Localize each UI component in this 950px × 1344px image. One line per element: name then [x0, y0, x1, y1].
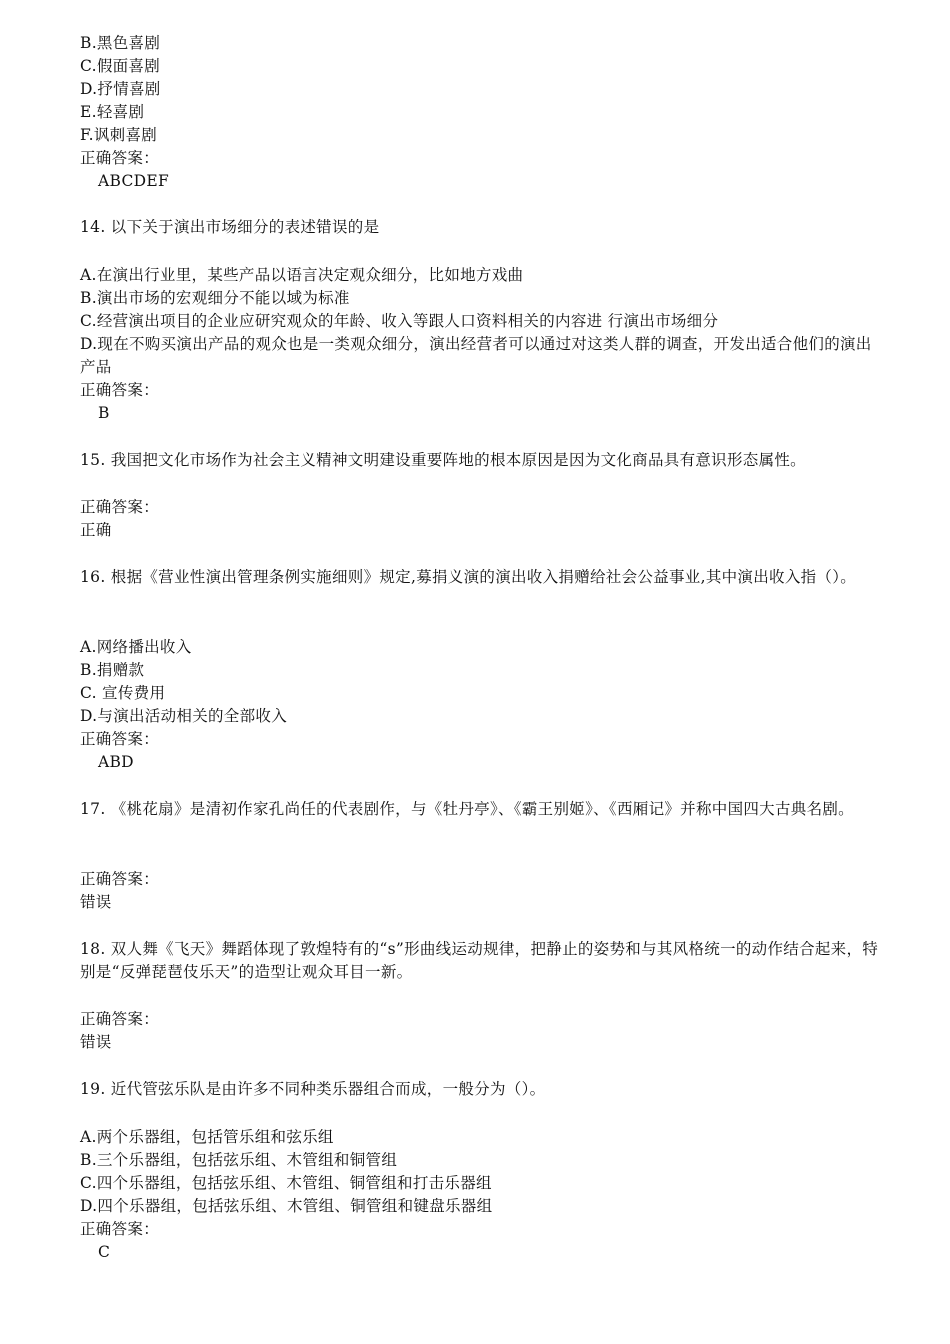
option-b: B.演出市场的宏观细分不能以域为标准	[80, 289, 350, 307]
question-14-body	[80, 264, 880, 425]
option-a: A.两个乐器组，包括管乐组和弦乐组	[80, 1128, 334, 1146]
answer-label: 正确答案：	[80, 149, 160, 167]
question-text: 19. 近代管弦乐队是由许多不同种类乐器组合而成，一般分为（）。	[80, 1080, 546, 1098]
answer-label: 正确答案：	[80, 381, 160, 399]
option-d: D.与演出活动相关的全部收入	[80, 707, 288, 725]
answer-value: ABD	[98, 753, 134, 771]
question-18-answer	[80, 1008, 880, 1054]
answer-value: ABCDEF	[98, 172, 170, 190]
question-14	[80, 216, 880, 239]
option-e: E.轻喜剧	[80, 103, 145, 121]
option-b: B.捐赠款	[80, 661, 145, 679]
answer-label: 正确答案：	[80, 870, 160, 888]
question-16-body	[80, 636, 880, 774]
answer-value: 错误	[80, 893, 112, 911]
answer-value: 正确	[80, 521, 112, 539]
answer-value: B	[98, 404, 110, 422]
option-c: C.假面喜剧	[80, 57, 161, 75]
question-text: 14. 以下关于演出市场细分的表述错误的是	[80, 218, 380, 236]
question-text: 16. 根据《营业性演出管理条例实施细则》规定,募捐义演的演出收入捐赠给社会公益事业,其中演出收入指（）。	[80, 568, 857, 586]
question-19-body	[80, 1126, 880, 1264]
option-c: C.四个乐器组，包括弦乐组、木管组、铜管组和打击乐器组	[80, 1174, 492, 1192]
answer-label: 正确答案：	[80, 1220, 160, 1238]
question-16	[80, 566, 880, 589]
question-19	[80, 1078, 880, 1101]
option-d: D.现在不购买演出产品的观众也是一类观众细分，演出经营者可以通过对这类人群的调查，开发出适合他们的演出产品	[80, 335, 872, 376]
question-15	[80, 449, 880, 472]
option-c: C.经营演出项目的企业应研究观众的年龄、收入等跟人口资料相关的内容进 行演出市场细分	[80, 312, 719, 330]
option-b: B.三个乐器组，包括弦乐组、木管组和铜管组	[80, 1151, 398, 1169]
option-a: A.网络播出收入	[80, 638, 192, 656]
answer-label: 正确答案：	[80, 498, 160, 516]
answer-label: 正确答案：	[80, 730, 160, 748]
answer-label: 正确答案：	[80, 1010, 160, 1028]
question-15-answer	[80, 496, 880, 542]
question-17-answer	[80, 868, 880, 914]
option-f: F.讽刺喜剧	[80, 126, 158, 144]
question-13-tail	[80, 32, 880, 193]
option-b: B.黑色喜剧	[80, 34, 161, 52]
answer-value: C	[98, 1243, 111, 1261]
question-text: 17. 《桃花扇》是清初作家孔尚任的代表剧作，与《牡丹亭》、《霸王别姬》、《西厢记》并称中国四大古典名剧。	[80, 800, 854, 818]
option-c: C. 宣传费用	[80, 684, 166, 702]
question-text: 18. 双人舞《飞天》舞蹈体现了敦煌特有的“s”形曲线运动规律，把静止的姿势和与其风格统一的动作结合起来，特别是“反弹琵琶伎乐天”的造型让观众耳目一新。	[80, 940, 879, 981]
option-a: A.在演出行业里，某些产品以语言决定观众细分，比如地方戏曲	[80, 266, 524, 284]
answer-value: 错误	[80, 1033, 112, 1051]
option-d: D.抒情喜剧	[80, 80, 161, 98]
question-17	[80, 798, 880, 821]
option-d: D.四个乐器组，包括弦乐组、木管组、铜管组和键盘乐器组	[80, 1197, 493, 1215]
question-text: 15. 我国把文化市场作为社会主义精神文明建设重要阵地的根本原因是因为文化商品具有意识形态属性。	[80, 451, 806, 469]
question-18	[80, 938, 880, 984]
